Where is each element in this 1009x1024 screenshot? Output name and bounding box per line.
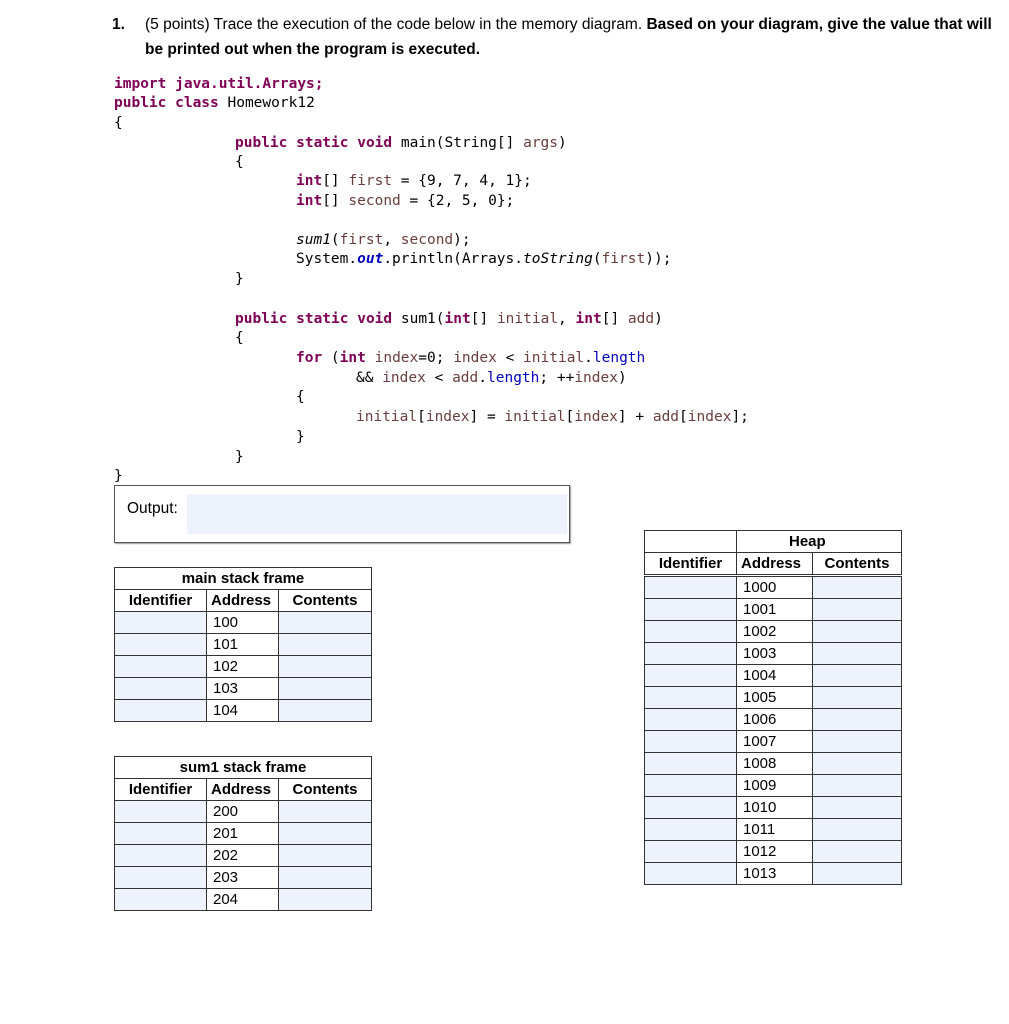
table-row [115, 656, 372, 678]
code-brace: } [296, 429, 305, 445]
column-header: Contents [279, 590, 372, 612]
address-cell: 202 [207, 845, 279, 867]
table-row [115, 823, 372, 845]
address-cell: 1001 [737, 599, 813, 621]
code-main-signature: public static void main(String[] args) [235, 135, 567, 151]
address-cell: 201 [207, 823, 279, 845]
identifier-cell[interactable] [645, 621, 737, 643]
identifier-cell[interactable] [115, 845, 207, 867]
table-row [645, 775, 902, 797]
table-row [645, 863, 902, 885]
table-row [115, 867, 372, 889]
code-for-loop-cont: && index < add.length; ++index) [356, 370, 627, 386]
table-row [645, 819, 902, 841]
question-instruction: Based on your diagram, give the value that will be printed out when the program is executed. [145, 16, 992, 58]
contents-cell[interactable] [279, 823, 372, 845]
table-title: Heap [737, 531, 902, 553]
contents-cell[interactable] [813, 621, 902, 643]
table-row [645, 753, 902, 775]
table-row [645, 797, 902, 819]
table-row [645, 577, 902, 599]
output-box [114, 485, 570, 543]
contents-cell[interactable] [279, 634, 372, 656]
column-header: Address [207, 590, 279, 612]
table-title: sum1 stack frame [115, 757, 372, 779]
address-cell: 1004 [737, 665, 813, 687]
code-line-class: public class Homework12 [114, 95, 315, 111]
contents-cell[interactable] [279, 889, 372, 911]
table-row [115, 700, 372, 722]
code-brace: } [235, 271, 244, 287]
address-cell: 103 [207, 678, 279, 700]
table-row [645, 643, 902, 665]
table-row [645, 709, 902, 731]
address-cell: 1013 [737, 863, 813, 885]
heap-table [644, 530, 902, 575]
address-cell: 1000 [737, 577, 813, 599]
address-cell: 101 [207, 634, 279, 656]
contents-cell[interactable] [813, 797, 902, 819]
contents-cell[interactable] [813, 709, 902, 731]
address-cell: 204 [207, 889, 279, 911]
contents-cell[interactable] [813, 775, 902, 797]
address-cell: 1011 [737, 819, 813, 841]
code-for-loop: for (int index=0; index < initial.length [296, 350, 646, 366]
identifier-cell[interactable] [115, 678, 207, 700]
code-brace: } [235, 449, 244, 465]
table-row [115, 845, 372, 867]
code-brace: { [296, 389, 305, 405]
identifier-cell[interactable] [645, 731, 737, 753]
address-cell: 1003 [737, 643, 813, 665]
table-row [115, 678, 372, 700]
identifier-cell[interactable] [645, 775, 737, 797]
code-first-decl: int[] first = {9, 7, 4, 1}; [296, 173, 532, 189]
contents-cell[interactable] [813, 665, 902, 687]
identifier-cell[interactable] [115, 867, 207, 889]
address-cell: 1010 [737, 797, 813, 819]
address-cell: 203 [207, 867, 279, 889]
contents-cell[interactable] [279, 678, 372, 700]
code-sum1-signature: public static void sum1(int[] initial, int[] add) [235, 311, 663, 327]
contents-cell[interactable] [279, 801, 372, 823]
contents-cell[interactable] [813, 643, 902, 665]
address-cell: 1006 [737, 709, 813, 731]
contents-cell[interactable] [813, 687, 902, 709]
table-row [645, 621, 902, 643]
identifier-cell[interactable] [645, 599, 737, 621]
contents-cell[interactable] [813, 599, 902, 621]
heap-rows [644, 576, 902, 885]
table-row [115, 634, 372, 656]
question-text: (5 points) Trace the execution of the code below in the memory diagram. [145, 16, 643, 33]
code-line-open-brace: { [114, 115, 123, 131]
table-row [115, 889, 372, 911]
contents-cell[interactable] [279, 845, 372, 867]
table-row [645, 599, 902, 621]
address-cell: 104 [207, 700, 279, 722]
contents-cell[interactable] [813, 753, 902, 775]
output-label: Output: [127, 500, 178, 517]
column-header: Identifier [115, 590, 207, 612]
address-cell: 1002 [737, 621, 813, 643]
contents-cell[interactable] [813, 819, 902, 841]
identifier-cell[interactable] [115, 656, 207, 678]
identifier-cell[interactable] [645, 841, 737, 863]
column-header: Address [737, 553, 813, 575]
identifier-cell[interactable] [115, 801, 207, 823]
contents-cell[interactable] [279, 867, 372, 889]
identifier-cell[interactable] [115, 889, 207, 911]
table-row [645, 665, 902, 687]
table-row [115, 612, 372, 634]
table-row [645, 731, 902, 753]
table-row [645, 841, 902, 863]
question [112, 12, 992, 62]
column-header: Identifier [115, 779, 207, 801]
identifier-cell[interactable] [645, 687, 737, 709]
contents-cell[interactable] [279, 700, 372, 722]
code-sum1-call: sum1(first, second); [296, 232, 471, 248]
identifier-cell[interactable] [115, 634, 207, 656]
identifier-cell[interactable] [645, 709, 737, 731]
address-cell: 1008 [737, 753, 813, 775]
code-println: System.out.println(Arrays.toString(first)); [296, 251, 672, 267]
column-header: Address [207, 779, 279, 801]
sum1-stack-frame-table [114, 756, 372, 911]
address-cell: 100 [207, 612, 279, 634]
column-header: Identifier [645, 553, 737, 575]
address-cell: 1005 [737, 687, 813, 709]
column-header: Contents [813, 553, 902, 575]
contents-cell[interactable] [813, 577, 902, 599]
code-second-decl: int[] second = {2, 5, 0}; [296, 193, 515, 209]
contents-cell[interactable] [813, 841, 902, 863]
identifier-cell[interactable] [115, 823, 207, 845]
code-assignment: initial[index] = initial[index] + add[index]; [356, 409, 749, 425]
contents-cell[interactable] [813, 731, 902, 753]
identifier-cell[interactable] [645, 863, 737, 885]
address-cell: 1012 [737, 841, 813, 863]
output-input[interactable] [187, 494, 567, 534]
code-brace: { [235, 154, 244, 170]
identifier-cell[interactable] [645, 797, 737, 819]
address-cell: 1009 [737, 775, 813, 797]
identifier-cell[interactable] [645, 665, 737, 687]
table-title: main stack frame [115, 568, 372, 590]
contents-cell[interactable] [813, 863, 902, 885]
table-row [115, 801, 372, 823]
identifier-cell[interactable] [645, 753, 737, 775]
address-cell: 1007 [737, 731, 813, 753]
identifier-cell[interactable] [645, 819, 737, 841]
column-header: Contents [279, 779, 372, 801]
identifier-cell[interactable] [645, 643, 737, 665]
identifier-cell[interactable] [115, 612, 207, 634]
address-cell: 200 [207, 801, 279, 823]
question-number: 1. [112, 16, 125, 33]
code-brace: { [235, 330, 244, 346]
contents-cell[interactable] [279, 656, 372, 678]
table-row [645, 687, 902, 709]
address-cell: 102 [207, 656, 279, 678]
identifier-cell[interactable] [115, 700, 207, 722]
code-line-close-brace: } [114, 468, 123, 484]
main-stack-frame-table [114, 567, 372, 722]
code-line-import: import java.util.Arrays; [114, 76, 324, 92]
contents-cell[interactable] [279, 612, 372, 634]
identifier-cell[interactable] [645, 577, 737, 599]
